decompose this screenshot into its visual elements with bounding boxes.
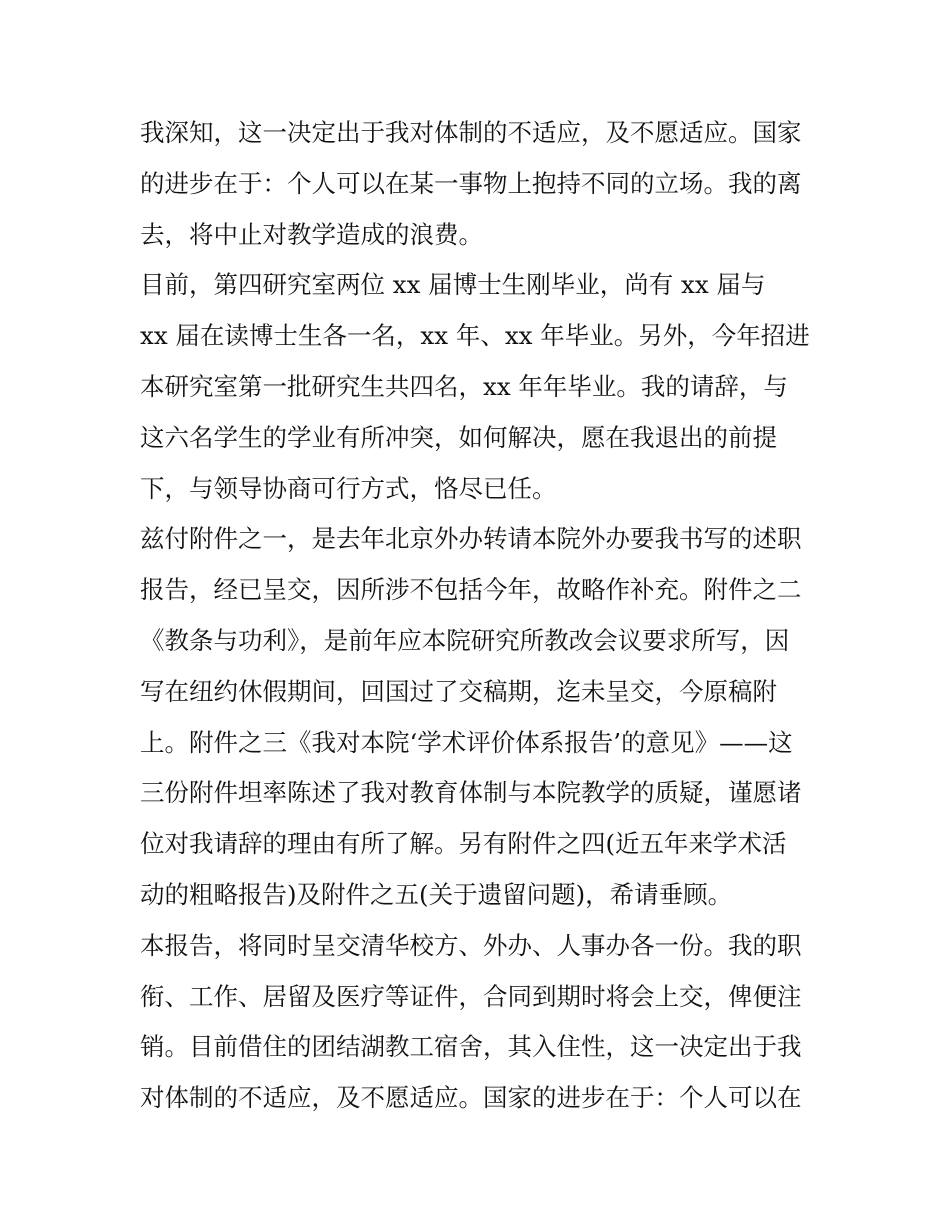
- text-line: 我深知，这一决定出于我对体制的不适应，及不愿适应。国家: [140, 118, 802, 147]
- text-line: 本研究室第一批研究生共四名，xx 年年毕业。我的请辞，与: [140, 371, 788, 401]
- text-line: 写在纽约休假期间，回国过了交稿期，迄未呈交，今原稿附: [140, 676, 777, 706]
- text-line: 《教条与功利》，是前年应本院研究所教改会议要求所写，因: [140, 625, 790, 655]
- text-line: 兹付附件之一，是去年北京外办转请本院外办要我书写的述职: [140, 524, 802, 554]
- text-line: 目前，第四研究室两位 xx 届博士生刚毕业，尚有 xx 届与: [140, 270, 766, 300]
- text-line: 报告，经已呈交，因所涉不包括今年，故略作补充。附件之二: [140, 575, 802, 605]
- text-line: 这六名学生的学业有所冲突，如何解决，愿在我退出的前提: [140, 422, 777, 452]
- text-line: 位对我请辞的理由有所了解。另有附件之四(近五年来学术活: [140, 829, 787, 859]
- text-line: 的进步在于：个人可以在某一事物上抱持不同的立场。我的离: [140, 168, 802, 198]
- text-line: 销。目前借住的团结湖教工宿舍，其入住性，这一决定出于我: [140, 1032, 802, 1062]
- text-line: 去，将中止对教学造成的浪费。: [140, 219, 483, 249]
- text-line: 本报告，将同时呈交清华校方、外办、人事办各一份。我的职: [140, 930, 802, 960]
- text-line: 对体制的不适应，及不愿适应。国家的进步在于：个人可以在: [140, 1083, 802, 1113]
- text-line: 衔、工作、居留及医疗等证件，合同到期时将会上交，俾便注: [140, 981, 802, 1011]
- text-line: 上。附件之三《我对本院‘学术评价体系报告’的意见》——这: [140, 727, 793, 757]
- text-line: 下，与领导协商可行方式，恪尽已任。: [140, 473, 557, 503]
- body-text: [140, 108, 820, 1124]
- text-line: xx 届在读博士生各一名，xx 年、xx 年毕业。另外，今年招进: [140, 321, 810, 351]
- text-line: 动的粗略报告)及附件之五(关于遗留问题)，希请垂顾。: [140, 879, 733, 909]
- text-line: 三份附件坦率陈述了我对教育体制与本院教学的质疑，谨愿诸: [140, 778, 802, 808]
